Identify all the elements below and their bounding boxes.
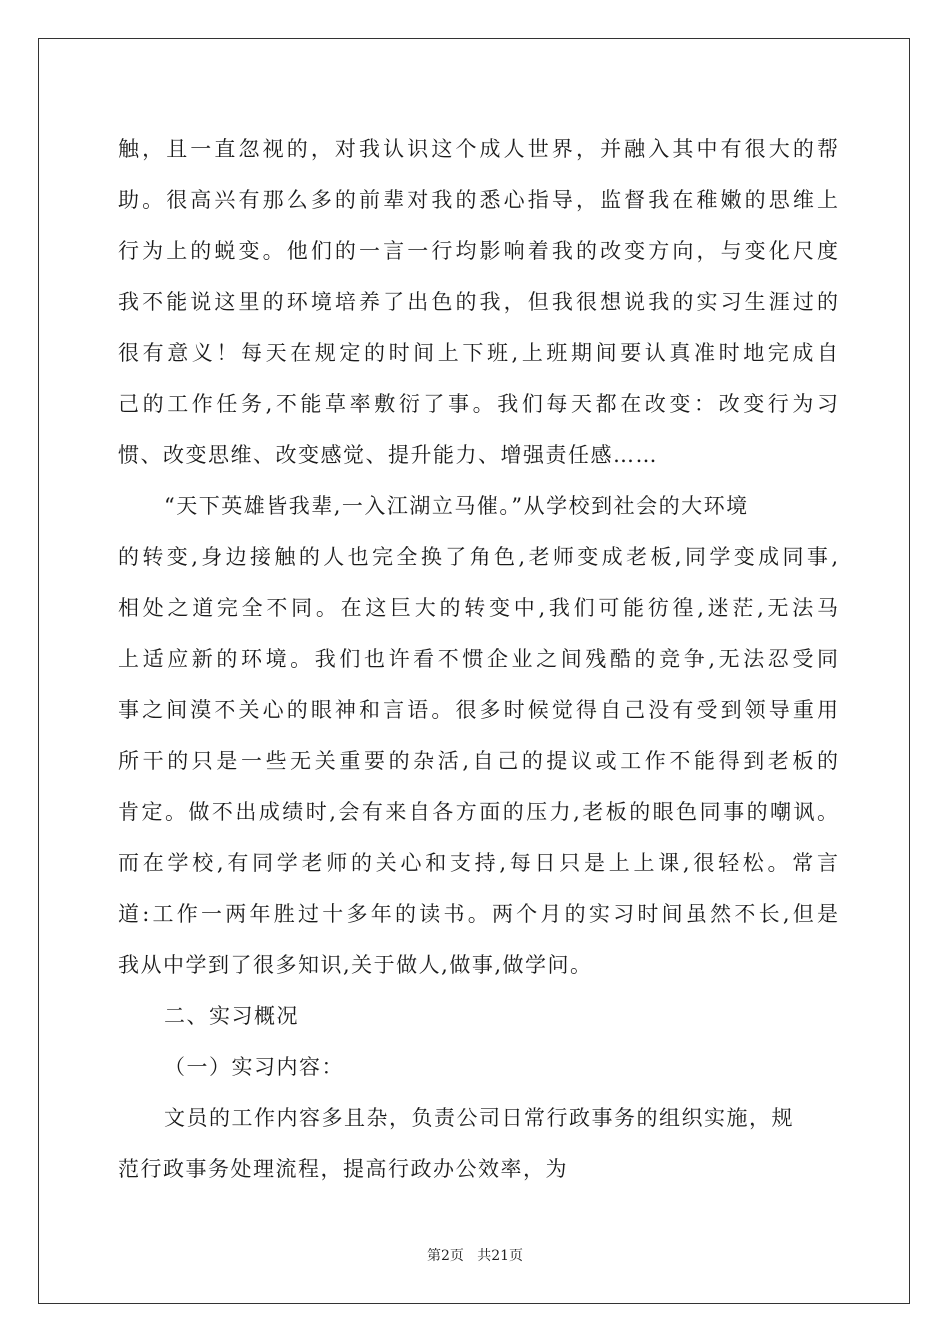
text-line: 我不能说这里的环境培养了出色的我，但我很想说我的实习生涯过的 <box>118 290 838 314</box>
text-line: 我从中学到了很多知识,关于做人,做事,做学问。 <box>118 953 593 977</box>
text-line: 惯、改变思维、改变感觉、提升能力、增强责任感…… <box>118 443 658 467</box>
text-line: 助。很高兴有那么多的前辈对我的悉心指导，监督我在稚嫩的思维上 <box>118 188 838 212</box>
text-line: 肯定。做不出成绩时,会有来自各方面的压力,老板的眼色同事的嘲讽。 <box>118 800 838 824</box>
page-footer <box>0 1245 950 1265</box>
text-line: 触，且一直忽视的，对我认识这个成人世界，并融入其中有很大的帮 <box>118 137 838 161</box>
text-line: 上适应新的环境。我们也许看不惯企业之间残酷的竞争,无法忍受同 <box>118 647 838 671</box>
document-body <box>118 124 838 1195</box>
text-line: 很有意义！每天在规定的时间上下班,上班期间要认真准时地完成自 <box>118 341 838 365</box>
text-line: 而在学校,有同学老师的关心和支持,每日只是上上课,很轻松。常言 <box>118 851 838 875</box>
text-line: 所干的只是一些无关重要的杂活,自己的提议或工作不能得到老板的 <box>118 749 838 773</box>
paragraph-start-line: 文员的工作内容多且杂，负责公司日常行政事务的组织实施，规 <box>164 1106 794 1130</box>
text-line: 行为上的蜕变。他们的一言一行均影响着我的改变方向，与变化尺度 <box>118 239 838 263</box>
text-line: 的转变,身边接触的人也完全换了角色,老师变成老板,同学变成同事, <box>118 545 838 569</box>
page-number: 第2页 共21页 <box>426 1248 524 1264</box>
text-line: 相处之道完全不同。在这巨大的转变中,我们可能彷徨,迷茫,无法马 <box>118 596 838 620</box>
text-line: 己的工作任务,不能草率敷衍了事。我们每天都在改变：改变行为习 <box>118 392 838 416</box>
section-heading: 二、实习概况 <box>164 1004 299 1028</box>
text-line: 道:工作一两年胜过十多年的读书。两个月的实习时间虽然不长,但是 <box>118 902 838 926</box>
text-line: 范行政事务处理流程，提高行政办公效率，为 <box>118 1157 568 1181</box>
paragraph-start-line: “天下英雄皆我辈,一入江湖立马催。”从学校到社会的大环境 <box>164 494 749 518</box>
subsection-heading: （一）实习内容： <box>164 1055 344 1079</box>
text-line: 事之间漠不关心的眼神和言语。很多时候觉得自己没有受到领导重用 <box>118 698 838 722</box>
